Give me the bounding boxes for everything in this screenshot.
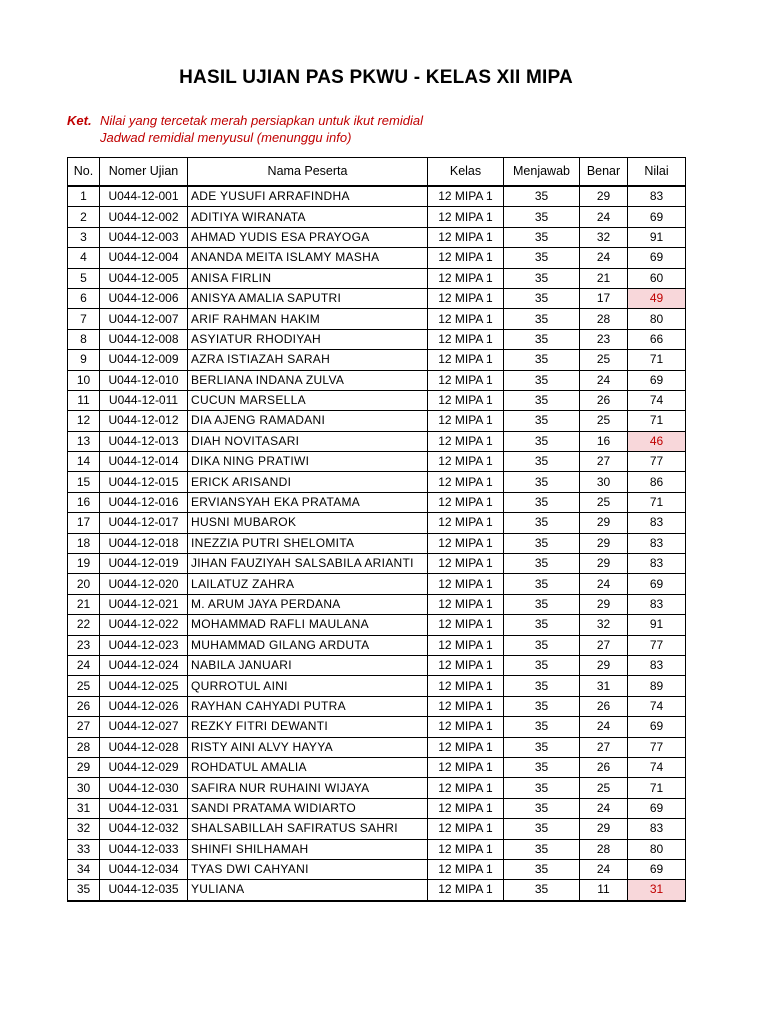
cell-nilai: 71: [628, 778, 686, 798]
cell-nilai: 69: [628, 370, 686, 390]
cell-nama-peserta: NABILA JANUARI: [188, 655, 428, 675]
cell-menjawab: 35: [504, 411, 580, 431]
table-row: [68, 411, 686, 431]
cell-nilai: 83: [628, 533, 686, 553]
cell-kelas: 12 MIPA 1: [428, 431, 504, 451]
cell-menjawab: 35: [504, 574, 580, 594]
cell-menjawab: 35: [504, 452, 580, 472]
cell-nomer-ujian: U044-12-021: [100, 594, 188, 614]
cell-no: 33: [68, 839, 100, 859]
cell-no: 11: [68, 390, 100, 410]
cell-nama-peserta: BERLIANA INDANA ZULVA: [188, 370, 428, 390]
cell-nama-peserta: ASYIATUR RHODIYAH: [188, 329, 428, 349]
cell-nilai: 69: [628, 717, 686, 737]
cell-nilai: 77: [628, 452, 686, 472]
table-header: [68, 158, 686, 187]
cell-menjawab: 35: [504, 513, 580, 533]
cell-nama-peserta: ANANDA MEITA ISLAMY MASHA: [188, 248, 428, 268]
cell-nama-peserta: AZRA ISTIAZAH SARAH: [188, 350, 428, 370]
cell-menjawab: 35: [504, 880, 580, 901]
cell-no: 20: [68, 574, 100, 594]
cell-menjawab: 35: [504, 737, 580, 757]
cell-benar: 24: [580, 248, 628, 268]
table-row: [68, 370, 686, 390]
cell-menjawab: 35: [504, 819, 580, 839]
table-row: [68, 248, 686, 268]
cell-kelas: 12 MIPA 1: [428, 859, 504, 879]
cell-benar: 11: [580, 880, 628, 901]
cell-nomer-ujian: U044-12-013: [100, 431, 188, 451]
table-row: [68, 880, 686, 901]
header-no: No.: [68, 158, 100, 187]
cell-benar: 24: [580, 859, 628, 879]
cell-kelas: 12 MIPA 1: [428, 839, 504, 859]
cell-nomer-ujian: U044-12-030: [100, 778, 188, 798]
table-row: [68, 717, 686, 737]
cell-kelas: 12 MIPA 1: [428, 207, 504, 227]
ket-note-line-1: Nilai yang tercetak merah persiapkan untuk ikut remidial: [100, 113, 423, 128]
cell-menjawab: 35: [504, 655, 580, 675]
cell-benar: 29: [580, 819, 628, 839]
cell-nama-peserta: M. ARUM JAYA PERDANA: [188, 594, 428, 614]
table-row: [68, 329, 686, 349]
cell-nama-peserta: AHMAD YUDIS ESA PRAYOGA: [188, 227, 428, 247]
cell-menjawab: 35: [504, 798, 580, 818]
cell-kelas: 12 MIPA 1: [428, 574, 504, 594]
cell-menjawab: 35: [504, 778, 580, 798]
cell-kelas: 12 MIPA 1: [428, 492, 504, 512]
table-row: [68, 655, 686, 675]
cell-menjawab: 35: [504, 268, 580, 288]
cell-nama-peserta: QURROTUL AINI: [188, 676, 428, 696]
cell-no: 27: [68, 717, 100, 737]
cell-menjawab: 35: [504, 390, 580, 410]
cell-no: 21: [68, 594, 100, 614]
header-menjawab: Menjawab: [504, 158, 580, 187]
cell-menjawab: 35: [504, 839, 580, 859]
cell-nilai: 74: [628, 757, 686, 777]
cell-nama-peserta: MOHAMMAD RAFLI MAULANA: [188, 615, 428, 635]
cell-benar: 29: [580, 513, 628, 533]
cell-menjawab: 35: [504, 533, 580, 553]
cell-nama-peserta: RISTY AINI ALVY HAYYA: [188, 737, 428, 757]
table-row: [68, 268, 686, 288]
cell-no: 26: [68, 696, 100, 716]
ket-label: Ket.: [67, 113, 92, 128]
cell-benar: 32: [580, 615, 628, 635]
cell-no: 22: [68, 615, 100, 635]
cell-menjawab: 35: [504, 288, 580, 308]
cell-menjawab: 35: [504, 696, 580, 716]
cell-benar: 26: [580, 696, 628, 716]
cell-nama-peserta: DIA AJENG RAMADANI: [188, 411, 428, 431]
cell-nilai: 80: [628, 839, 686, 859]
cell-no: 13: [68, 431, 100, 451]
cell-no: 2: [68, 207, 100, 227]
cell-kelas: 12 MIPA 1: [428, 288, 504, 308]
table-row: [68, 696, 686, 716]
cell-nilai: 83: [628, 594, 686, 614]
cell-kelas: 12 MIPA 1: [428, 655, 504, 675]
cell-nama-peserta: DIAH NOVITASARI: [188, 431, 428, 451]
cell-nomer-ujian: U044-12-006: [100, 288, 188, 308]
cell-benar: 26: [580, 757, 628, 777]
cell-benar: 25: [580, 350, 628, 370]
cell-kelas: 12 MIPA 1: [428, 696, 504, 716]
cell-nomer-ujian: U044-12-019: [100, 554, 188, 574]
table-row: [68, 574, 686, 594]
cell-menjawab: 35: [504, 207, 580, 227]
cell-nilai: 74: [628, 696, 686, 716]
cell-menjawab: 35: [504, 717, 580, 737]
cell-benar: 24: [580, 798, 628, 818]
cell-nilai: 83: [628, 554, 686, 574]
cell-benar: 23: [580, 329, 628, 349]
cell-nilai: 80: [628, 309, 686, 329]
cell-nilai-remedial: 46: [628, 431, 686, 451]
table-row: [68, 492, 686, 512]
cell-benar: 24: [580, 717, 628, 737]
table-row: [68, 819, 686, 839]
cell-nilai-remedial: 49: [628, 288, 686, 308]
ket-note-line-2: Jadwad remidial menyusul (menunggu info): [100, 130, 352, 145]
cell-benar: 28: [580, 309, 628, 329]
cell-nama-peserta: ERICK ARISANDI: [188, 472, 428, 492]
cell-nama-peserta: ANISYA AMALIA SAPUTRI: [188, 288, 428, 308]
table-row: [68, 186, 686, 207]
cell-nilai: 71: [628, 350, 686, 370]
header-nilai: Nilai: [628, 158, 686, 187]
cell-menjawab: 35: [504, 635, 580, 655]
table-row: [68, 452, 686, 472]
cell-kelas: 12 MIPA 1: [428, 370, 504, 390]
table-row: [68, 472, 686, 492]
cell-nilai: 69: [628, 574, 686, 594]
cell-no: 4: [68, 248, 100, 268]
cell-no: 9: [68, 350, 100, 370]
cell-benar: 29: [580, 533, 628, 553]
table-row: [68, 635, 686, 655]
cell-nomer-ujian: U044-12-025: [100, 676, 188, 696]
cell-kelas: 12 MIPA 1: [428, 676, 504, 696]
cell-nama-peserta: HUSNI MUBAROK: [188, 513, 428, 533]
cell-nomer-ujian: U044-12-026: [100, 696, 188, 716]
cell-nama-peserta: ADE YUSUFI ARRAFINDHA: [188, 186, 428, 207]
cell-no: 23: [68, 635, 100, 655]
cell-benar: 27: [580, 635, 628, 655]
cell-nilai: 89: [628, 676, 686, 696]
cell-menjawab: 35: [504, 227, 580, 247]
cell-kelas: 12 MIPA 1: [428, 329, 504, 349]
cell-nomer-ujian: U044-12-031: [100, 798, 188, 818]
cell-no: 1: [68, 186, 100, 207]
cell-benar: 27: [580, 452, 628, 472]
page-title: HASIL UJIAN PAS PKWU - KELAS XII MIPA: [179, 67, 573, 88]
cell-kelas: 12 MIPA 1: [428, 248, 504, 268]
cell-nomer-ujian: U044-12-032: [100, 819, 188, 839]
cell-nomer-ujian: U044-12-015: [100, 472, 188, 492]
cell-benar: 27: [580, 737, 628, 757]
cell-nama-peserta: YULIANA: [188, 880, 428, 901]
cell-no: 32: [68, 819, 100, 839]
cell-nilai: 71: [628, 411, 686, 431]
cell-kelas: 12 MIPA 1: [428, 880, 504, 901]
cell-nilai-remedial: 31: [628, 880, 686, 901]
cell-menjawab: 35: [504, 472, 580, 492]
table-row: [68, 757, 686, 777]
cell-no: 31: [68, 798, 100, 818]
cell-nomer-ujian: U044-12-005: [100, 268, 188, 288]
table-row: [68, 390, 686, 410]
cell-kelas: 12 MIPA 1: [428, 452, 504, 472]
cell-benar: 17: [580, 288, 628, 308]
cell-no: 28: [68, 737, 100, 757]
cell-kelas: 12 MIPA 1: [428, 227, 504, 247]
cell-benar: 24: [580, 207, 628, 227]
cell-menjawab: 35: [504, 309, 580, 329]
cell-kelas: 12 MIPA 1: [428, 472, 504, 492]
cell-nilai: 69: [628, 798, 686, 818]
table-row: [68, 615, 686, 635]
table-row: [68, 227, 686, 247]
cell-kelas: 12 MIPA 1: [428, 554, 504, 574]
cell-no: 19: [68, 554, 100, 574]
cell-nomer-ujian: U044-12-022: [100, 615, 188, 635]
cell-menjawab: 35: [504, 186, 580, 207]
cell-no: 14: [68, 452, 100, 472]
header-nomer-ujian: Nomer Ujian: [100, 158, 188, 187]
results-table: [67, 157, 686, 902]
table-row: [68, 798, 686, 818]
cell-kelas: 12 MIPA 1: [428, 186, 504, 207]
cell-nilai: 74: [628, 390, 686, 410]
cell-benar: 25: [580, 778, 628, 798]
cell-nama-peserta: DIKA NING PRATIWI: [188, 452, 428, 472]
cell-nomer-ujian: U044-12-033: [100, 839, 188, 859]
cell-benar: 30: [580, 472, 628, 492]
cell-no: 18: [68, 533, 100, 553]
cell-nama-peserta: INEZZIA PUTRI SHELOMITA: [188, 533, 428, 553]
cell-nomer-ujian: U044-12-023: [100, 635, 188, 655]
cell-nomer-ujian: U044-12-007: [100, 309, 188, 329]
cell-menjawab: 35: [504, 676, 580, 696]
header-nama-peserta: Nama Peserta: [188, 158, 428, 187]
header-row: [68, 158, 686, 187]
cell-nilai: 69: [628, 207, 686, 227]
cell-no: 15: [68, 472, 100, 492]
table-row: [68, 533, 686, 553]
table-row: [68, 207, 686, 227]
cell-menjawab: 35: [504, 370, 580, 390]
cell-nilai: 83: [628, 186, 686, 207]
cell-no: 6: [68, 288, 100, 308]
cell-nama-peserta: ERVIANSYAH EKA PRATAMA: [188, 492, 428, 512]
cell-nilai: 69: [628, 248, 686, 268]
cell-benar: 24: [580, 574, 628, 594]
cell-no: 5: [68, 268, 100, 288]
cell-benar: 26: [580, 390, 628, 410]
cell-no: 10: [68, 370, 100, 390]
cell-kelas: 12 MIPA 1: [428, 533, 504, 553]
cell-kelas: 12 MIPA 1: [428, 411, 504, 431]
cell-nama-peserta: TYAS DWI CAHYANI: [188, 859, 428, 879]
cell-nilai: 69: [628, 859, 686, 879]
cell-benar: 29: [580, 655, 628, 675]
table-row: [68, 778, 686, 798]
cell-nomer-ujian: U044-12-034: [100, 859, 188, 879]
cell-nilai: 83: [628, 513, 686, 533]
cell-menjawab: 35: [504, 615, 580, 635]
cell-nama-peserta: SAFIRA NUR RUHAINI WIJAYA: [188, 778, 428, 798]
cell-nilai: 83: [628, 655, 686, 675]
table-row: [68, 554, 686, 574]
cell-no: 7: [68, 309, 100, 329]
cell-menjawab: 35: [504, 492, 580, 512]
table-row: [68, 309, 686, 329]
cell-no: 24: [68, 655, 100, 675]
cell-no: 29: [68, 757, 100, 777]
cell-nomer-ujian: U044-12-016: [100, 492, 188, 512]
table-row: [68, 513, 686, 533]
cell-menjawab: 35: [504, 554, 580, 574]
cell-benar: 29: [580, 554, 628, 574]
cell-nilai: 77: [628, 635, 686, 655]
cell-nama-peserta: ROHDATUL AMALIA: [188, 757, 428, 777]
cell-kelas: 12 MIPA 1: [428, 778, 504, 798]
cell-no: 8: [68, 329, 100, 349]
cell-kelas: 12 MIPA 1: [428, 309, 504, 329]
table-row: [68, 839, 686, 859]
cell-kelas: 12 MIPA 1: [428, 635, 504, 655]
cell-nilai: 60: [628, 268, 686, 288]
cell-benar: 25: [580, 411, 628, 431]
cell-kelas: 12 MIPA 1: [428, 350, 504, 370]
cell-nomer-ujian: U044-12-008: [100, 329, 188, 349]
cell-nama-peserta: ADITIYA WIRANATA: [188, 207, 428, 227]
cell-nama-peserta: JIHAN FAUZIYAH SALSABILA ARIANTI: [188, 554, 428, 574]
cell-nomer-ujian: U044-12-002: [100, 207, 188, 227]
cell-benar: 21: [580, 268, 628, 288]
cell-nomer-ujian: U044-12-024: [100, 655, 188, 675]
table-row: [68, 350, 686, 370]
cell-nomer-ujian: U044-12-017: [100, 513, 188, 533]
cell-kelas: 12 MIPA 1: [428, 268, 504, 288]
cell-menjawab: 35: [504, 329, 580, 349]
table-row: [68, 594, 686, 614]
cell-nomer-ujian: U044-12-027: [100, 717, 188, 737]
cell-nomer-ujian: U044-12-001: [100, 186, 188, 207]
cell-nama-peserta: SHINFI SHILHAMAH: [188, 839, 428, 859]
cell-nomer-ujian: U044-12-014: [100, 452, 188, 472]
table-row: [68, 288, 686, 308]
cell-kelas: 12 MIPA 1: [428, 819, 504, 839]
cell-nomer-ujian: U044-12-004: [100, 248, 188, 268]
cell-nama-peserta: LAILATUZ ZAHRA: [188, 574, 428, 594]
cell-nama-peserta: MUHAMMAD GILANG ARDUTA: [188, 635, 428, 655]
cell-no: 35: [68, 880, 100, 901]
cell-kelas: 12 MIPA 1: [428, 757, 504, 777]
cell-nilai: 66: [628, 329, 686, 349]
cell-menjawab: 35: [504, 757, 580, 777]
cell-benar: 29: [580, 594, 628, 614]
cell-nama-peserta: SANDI PRATAMA WIDIARTO: [188, 798, 428, 818]
cell-no: 12: [68, 411, 100, 431]
cell-nilai: 91: [628, 227, 686, 247]
cell-nilai: 91: [628, 615, 686, 635]
cell-benar: 24: [580, 370, 628, 390]
cell-nama-peserta: SHALSABILLAH SAFIRATUS SAHRI: [188, 819, 428, 839]
cell-nomer-ujian: U044-12-011: [100, 390, 188, 410]
cell-no: 30: [68, 778, 100, 798]
table-row: [68, 676, 686, 696]
cell-menjawab: 35: [504, 350, 580, 370]
cell-nomer-ujian: U044-12-020: [100, 574, 188, 594]
cell-no: 17: [68, 513, 100, 533]
cell-benar: 29: [580, 186, 628, 207]
cell-benar: 25: [580, 492, 628, 512]
cell-nomer-ujian: U044-12-009: [100, 350, 188, 370]
table-body: [68, 186, 686, 901]
cell-nama-peserta: ANISA FIRLIN: [188, 268, 428, 288]
cell-nomer-ujian: U044-12-018: [100, 533, 188, 553]
cell-kelas: 12 MIPA 1: [428, 390, 504, 410]
cell-kelas: 12 MIPA 1: [428, 798, 504, 818]
cell-benar: 32: [580, 227, 628, 247]
table-row: [68, 859, 686, 879]
cell-nomer-ujian: U044-12-003: [100, 227, 188, 247]
cell-nomer-ujian: U044-12-035: [100, 880, 188, 901]
cell-nilai: 86: [628, 472, 686, 492]
cell-no: 16: [68, 492, 100, 512]
cell-benar: 28: [580, 839, 628, 859]
cell-kelas: 12 MIPA 1: [428, 717, 504, 737]
cell-nomer-ujian: U044-12-029: [100, 757, 188, 777]
cell-nilai: 83: [628, 819, 686, 839]
cell-no: 3: [68, 227, 100, 247]
cell-kelas: 12 MIPA 1: [428, 615, 504, 635]
table-row: [68, 431, 686, 451]
cell-menjawab: 35: [504, 859, 580, 879]
cell-nilai: 77: [628, 737, 686, 757]
cell-kelas: 12 MIPA 1: [428, 737, 504, 757]
cell-benar: 16: [580, 431, 628, 451]
header-kelas: Kelas: [428, 158, 504, 187]
cell-nomer-ujian: U044-12-010: [100, 370, 188, 390]
cell-nama-peserta: CUCUN MARSELLA: [188, 390, 428, 410]
cell-nomer-ujian: U044-12-028: [100, 737, 188, 757]
cell-nilai: 71: [628, 492, 686, 512]
table-row: [68, 737, 686, 757]
cell-nama-peserta: RAYHAN CAHYADI PUTRA: [188, 696, 428, 716]
cell-no: 25: [68, 676, 100, 696]
cell-menjawab: 35: [504, 594, 580, 614]
cell-kelas: 12 MIPA 1: [428, 594, 504, 614]
cell-nomer-ujian: U044-12-012: [100, 411, 188, 431]
cell-benar: 31: [580, 676, 628, 696]
cell-no: 34: [68, 859, 100, 879]
cell-nama-peserta: REZKY FITRI DEWANTI: [188, 717, 428, 737]
cell-menjawab: 35: [504, 248, 580, 268]
header-benar: Benar: [580, 158, 628, 187]
cell-kelas: 12 MIPA 1: [428, 513, 504, 533]
cell-nama-peserta: ARIF RAHMAN HAKIM: [188, 309, 428, 329]
cell-menjawab: 35: [504, 431, 580, 451]
